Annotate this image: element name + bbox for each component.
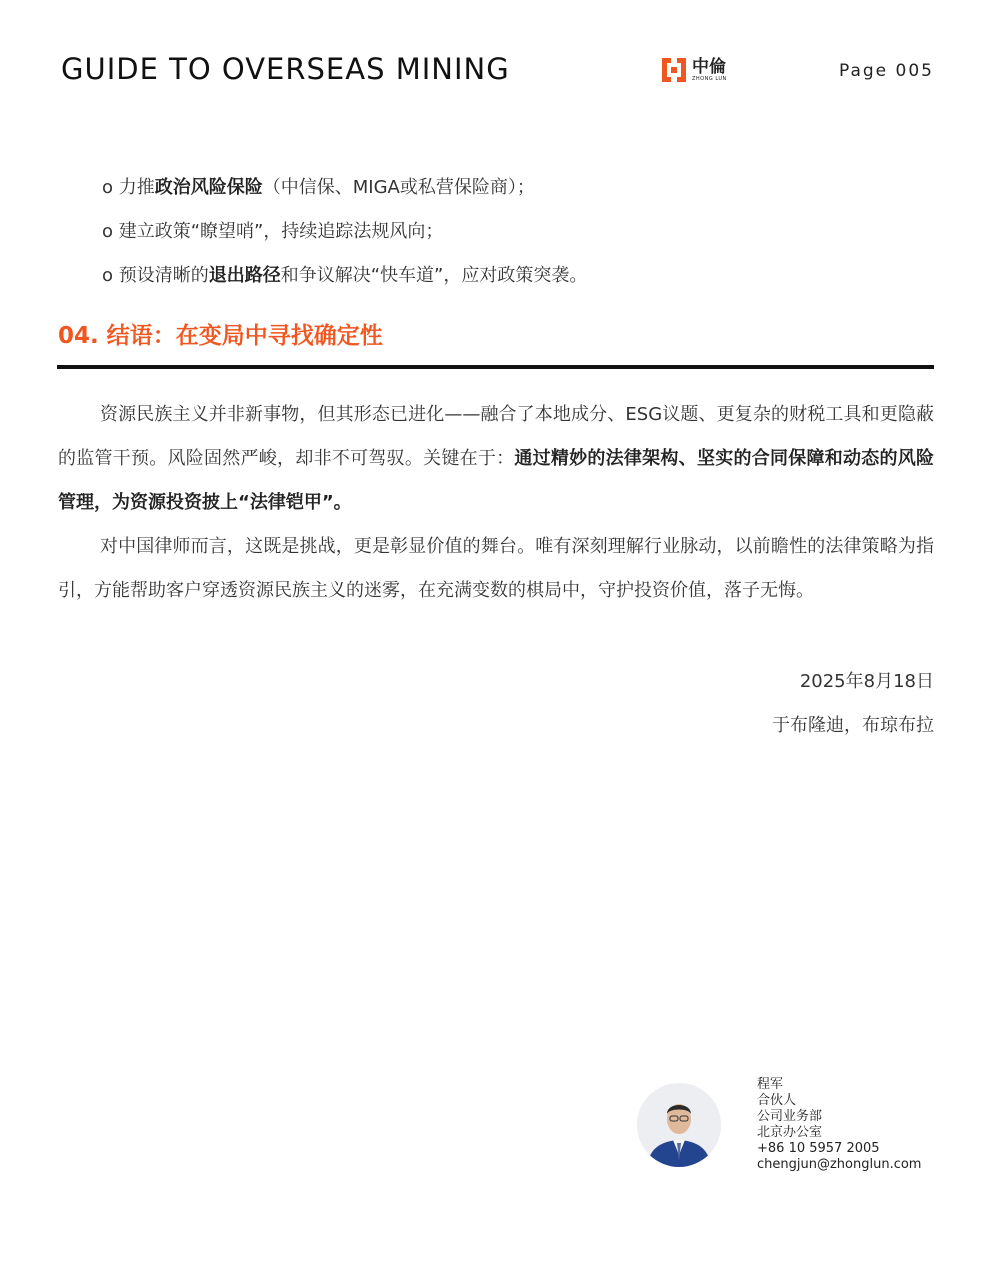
author-contact-card (757, 1077, 921, 1173)
bullet-text: 建立政策“瞭望哨”，持续追踪法规风向； (118, 221, 444, 242)
bullet-text: 力推 (118, 177, 155, 198)
bullet-bold-text: 政治风险保险 (154, 177, 263, 198)
logo-english-text: ZHONG LUN (692, 75, 727, 82)
page-number: Page 005 (838, 61, 934, 81)
bullet-item (102, 166, 587, 210)
paragraph-bold-text: 通过精妙的法律架构、坚实的合同保障和动态的风险管理，为资源投资披上“法律铠甲”。 (58, 448, 935, 513)
zhonglun-logo-icon (660, 56, 688, 84)
author-title: 合伙人 (757, 1093, 797, 1108)
bullet-text: 和争议解决“快车道”，应对政策突袭。 (280, 265, 588, 286)
bullet-item (102, 254, 587, 298)
bullet-bold-text: 退出路径 (208, 265, 281, 286)
author-name: 程军 (757, 1077, 784, 1092)
paragraph-conclusion-2 (58, 525, 934, 613)
paragraph-conclusion-1 (58, 393, 934, 525)
logo-chinese-text: 中倫 (692, 56, 726, 77)
section-divider (57, 365, 934, 369)
bullet-marker: o (102, 265, 119, 286)
author-avatar (637, 1083, 721, 1167)
author-office: 北京办公室 (757, 1125, 823, 1140)
author-department: 公司业务部 (757, 1109, 823, 1124)
author-phone: +86 10 5957 2005 (757, 1141, 880, 1156)
section-heading: 04. 结语：在变局中寻找确定性 (58, 323, 383, 349)
author-email[interactable]: chengjun@zhonglun.com (757, 1157, 922, 1172)
bullet-list (102, 166, 587, 298)
bullet-item (102, 210, 587, 254)
signature-place: 于布隆迪，布琼布拉 (772, 715, 934, 736)
author-portrait (637, 1083, 721, 1167)
bullet-marker: o (102, 221, 119, 242)
paragraph-text: 对中国律师而言，这既是挑战，更是彰显价值的舞台。唯有深刻理解行业脉动，以前瞻性的法律策略为指引，方能帮助客户穿透资源民族主义的迷雾，在充满变数的棋局中，守护投资价值，落子无悔。 (58, 536, 934, 601)
signature-date: 2025年8月18日 (799, 671, 934, 692)
paragraph-text: 资源民族主义并非新事物，但其形态已进化——融合了本地成分、ESG议题、更复杂的财税工具和更隐蔽的监管干预。风险固然严峻，却非不可驾驭。关键在于： (58, 404, 934, 469)
document-title: GUIDE TO OVERSEAS MINING (61, 52, 510, 86)
zhonglun-logo (660, 56, 727, 84)
bullet-text: 预设清晰的 (118, 265, 209, 286)
bullet-text: （中信保、MIGA或私营保险商）； (262, 177, 535, 198)
bullet-marker: o (102, 177, 119, 198)
